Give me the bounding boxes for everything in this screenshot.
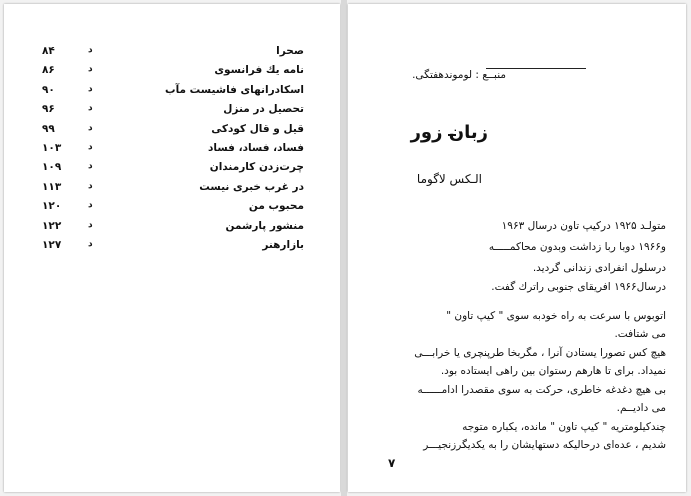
toc-entry-page: ۸۶ xyxy=(42,64,55,77)
toc-entry-marker: د xyxy=(88,64,93,75)
toc-entry-page: ۹۹ xyxy=(42,122,55,135)
toc-entry-title: نامه يك فرانسوى xyxy=(214,64,304,77)
toc-entry-marker: د xyxy=(88,219,93,230)
toc-entry-title: اسكادرانهاى فاشيست مآب xyxy=(165,83,304,96)
body-line: مى شتافت. xyxy=(614,328,666,340)
table-of-contents-page xyxy=(4,4,340,492)
toc-entry-marker: د xyxy=(88,122,93,133)
toc-entry-marker: د xyxy=(88,161,93,172)
author-name: الـكس لاگوما xyxy=(416,172,482,186)
toc-entry-page: ۱۲۰ xyxy=(42,200,62,213)
toc-entry-page: ۱۱۳ xyxy=(42,180,62,193)
toc-entry-title: چرت‌زدن كارمندان xyxy=(209,161,304,174)
toc-entry xyxy=(4,142,340,162)
toc-entry-marker: د xyxy=(88,239,93,249)
bio-line: و۱۹۶۶ دوبا ربا زداشت وبدون محاكمـــــه xyxy=(488,241,666,253)
toc-entry xyxy=(4,84,340,104)
bio-line: درسلول انفرادى زندانى گرديد. xyxy=(532,262,666,274)
toc-entry-page: ۱۰۳ xyxy=(42,142,62,154)
source-line: منبــع : لوموندهفتگى. xyxy=(412,69,506,81)
toc-entry-title: تحصيل در منزل xyxy=(223,103,304,116)
body-line: مى داديــم. xyxy=(616,402,666,414)
body-line: هيچ كس تصورا يستادن آنرا ، مگربخا طرپنچرى يا خرابـــى xyxy=(414,347,666,359)
toc-entry-page: ۹۰ xyxy=(42,83,55,96)
toc-entry-marker: د xyxy=(88,103,93,114)
toc-entry xyxy=(4,181,340,201)
toc-entry-title: بازارهنر xyxy=(262,239,304,251)
title-dash xyxy=(448,134,456,136)
story-title: زبان زور xyxy=(410,122,488,143)
toc-entry xyxy=(4,45,340,65)
toc-entry-marker: د xyxy=(88,142,93,152)
body-line: بى هيچ دغدغه خاطرى، حركت به سوى مقصدرا ادامــــــه xyxy=(417,384,666,396)
toc-entry-title: قيل و قال كودكى xyxy=(211,122,304,135)
toc-entry-page: ۸۴ xyxy=(42,45,55,57)
body-line: نميداد. براى تا هارهم رستوان بين راهى ايستاده بود. xyxy=(440,365,666,377)
toc-entry-title: منشور پارشمن xyxy=(225,219,304,232)
body-line: شديم ، عده‌اى درحاليكه دستهايشان را به يكديگرزنجيـــر xyxy=(423,439,666,451)
toc-entry-title: محبوب من xyxy=(248,200,304,213)
toc-entry-title: در غرب خبرى نيست xyxy=(199,180,304,193)
toc-entry-marker: د xyxy=(88,180,93,191)
body-line: چندكيلومتريه " كيپ تاون " مانده، يكباره متوجه xyxy=(462,421,666,433)
toc-entry-marker: د xyxy=(88,45,93,55)
toc-entry xyxy=(4,220,340,240)
toc-entry-title: فساد، فساد، فساد xyxy=(208,142,304,154)
toc-entry-page: ۹۶ xyxy=(42,103,55,116)
toc-entry xyxy=(4,200,340,220)
toc-entry-title: صحرا xyxy=(276,45,304,57)
toc-entry-page: ۱۲۷ xyxy=(42,239,62,251)
toc-entry xyxy=(4,64,340,84)
book-gutter xyxy=(341,0,347,496)
toc-entry-marker: د xyxy=(88,83,93,94)
toc-entry-page: ۱۰۹ xyxy=(42,161,62,174)
toc-entry xyxy=(4,239,340,259)
bio-line: درسال۱۹۶۶ افريقاى جنوبى راترك گفت. xyxy=(491,281,666,293)
toc-entry-marker: د xyxy=(88,200,93,211)
toc-entry xyxy=(4,123,340,143)
page-number: ۷ xyxy=(388,456,396,470)
toc-entry xyxy=(4,161,340,181)
body-line: اتوبوس با سرعت به راه خودبه سوى " كيپ تاون " xyxy=(446,310,666,322)
bio-line: متولـد ۱۹۲۵ دركيپ تاون درسال ۱۹۶۳ xyxy=(501,220,666,232)
toc-entry xyxy=(4,103,340,123)
toc-entry-page: ۱۲۲ xyxy=(42,219,62,232)
story-page xyxy=(348,4,686,492)
